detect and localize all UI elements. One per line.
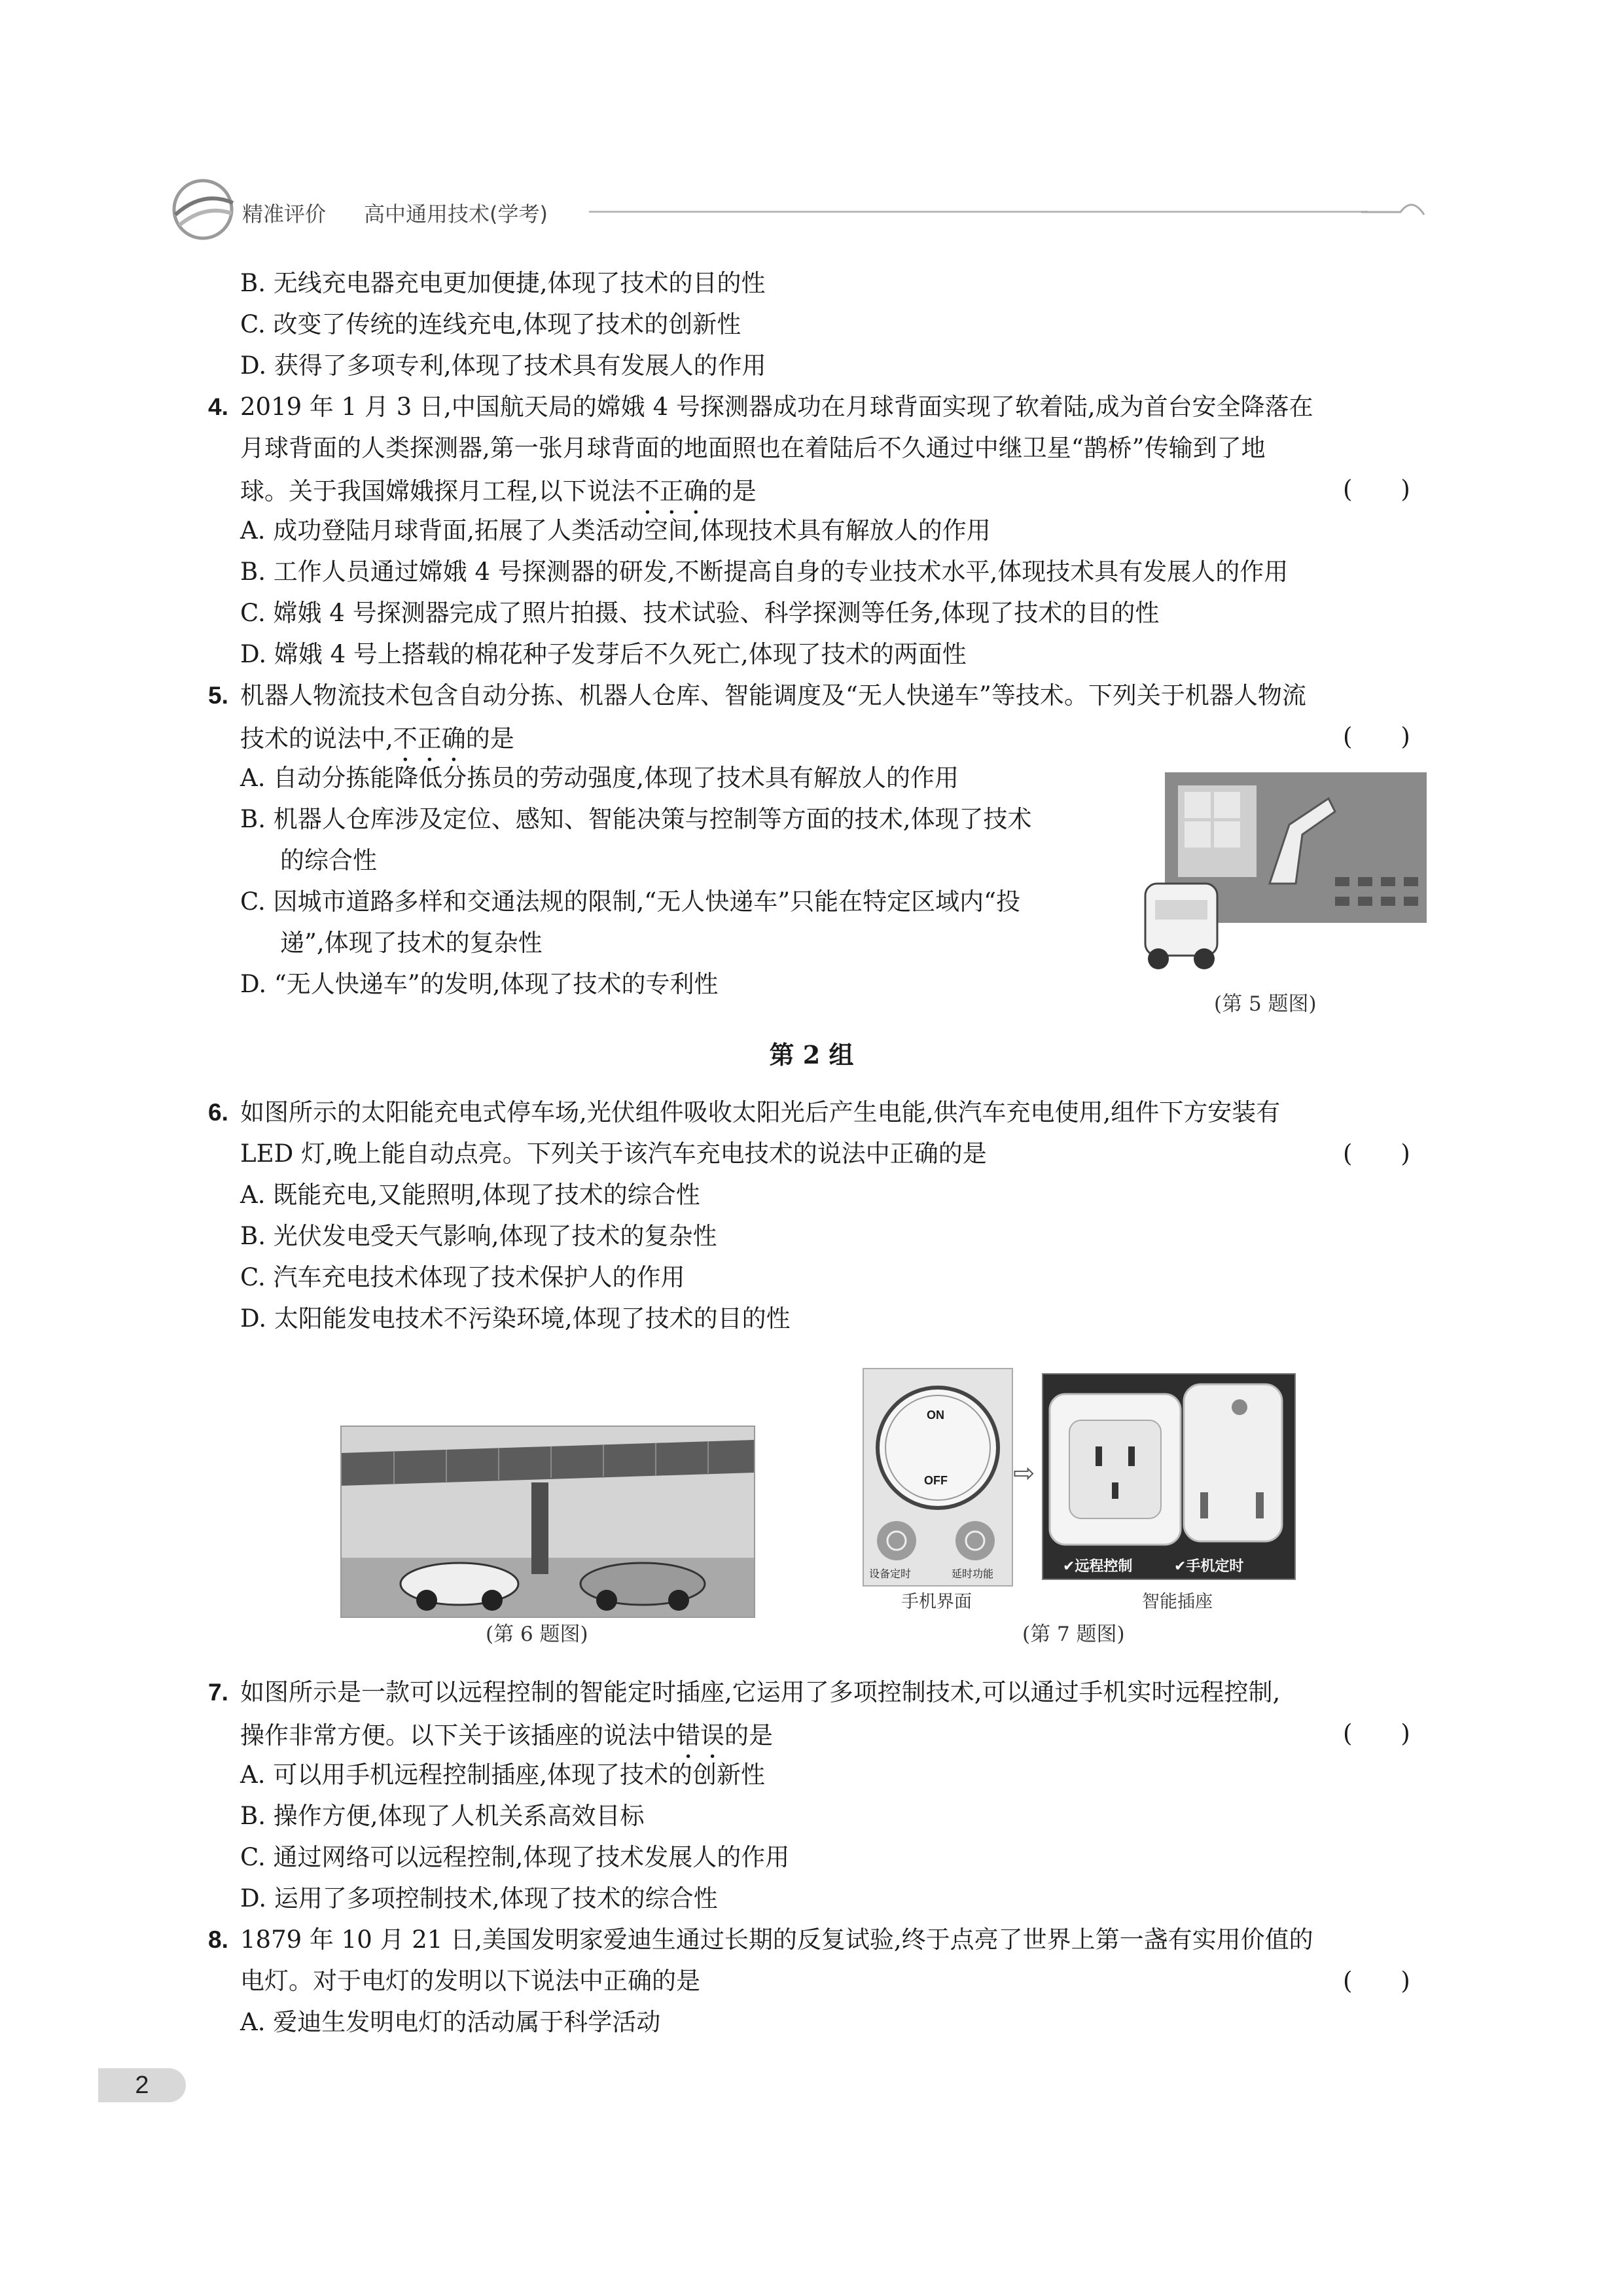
- q3-option-c: C. 改变了传统的连线充电,体现了技术的创新性: [240, 310, 741, 338]
- q3-option-d: D. 获得了多项专利,体现了技术具有发展人的作用: [240, 351, 766, 380]
- q6-solar-carport-photo: [340, 1426, 755, 1618]
- group-heading: 第 2 组: [769, 1040, 854, 1069]
- q6-stem-line-1: 如图所示的太阳能充电式停车场,光伏组件吸收太阳光后产生电能,供汽车充电使用,组件下方安装有: [240, 1098, 1281, 1126]
- q4-answer-blank: ( ): [1343, 475, 1410, 503]
- q7-figure-caption: (第 7 题图): [1022, 1623, 1125, 1646]
- arrow-icon: ⇨: [1013, 1458, 1035, 1488]
- phone-interface-panel: [863, 1368, 1013, 1587]
- q8-stem-line-2: 电灯。对于电灯的发明以下说法中正确的是: [240, 1967, 700, 1995]
- q7-number: 7.: [208, 1679, 228, 1706]
- header-flourish-icon: [1361, 191, 1427, 221]
- q5-option-c-cont: 递”,体现了技术的复杂性: [280, 929, 543, 957]
- socket-remote-control-tag: ✔远程控制: [1063, 1558, 1133, 1575]
- q6-option-a: A. 既能充电,又能照明,体现了技术的综合性: [240, 1181, 700, 1209]
- q4-number: 4.: [208, 393, 228, 420]
- phone-timer-button-label: 设备定时: [869, 1568, 912, 1580]
- q5-option-c: C. 因城市道路多样和交通法规的限制,“无人快递车”只能在特定区域内“投: [240, 888, 1021, 916]
- q4-stem-line-3: 球。关于我国嫦娥探月工程,以下说法不正确的是: [240, 477, 757, 505]
- q7-option-b: B. 操作方便,体现了人机关系高效目标: [240, 1802, 645, 1830]
- q5-stem-line-2: 技术的说法中,不正确的是: [240, 725, 514, 753]
- q6-option-b: B. 光伏发电受天气影响,体现了技术的复杂性: [240, 1222, 717, 1250]
- q4-option-b: B. 工作人员通过嫦娥 4 号探测器的研发,不断提高自身的专业技术水平,体现技术具有发展人的作用: [240, 558, 1289, 586]
- q8-stem-line-1: 1879 年 10 月 21 日,美国发明家爱迪生通过长期的反复试验,终于点亮了世界上第一盏有实用价值的: [240, 1926, 1313, 1954]
- page-number: 2: [98, 2068, 186, 2102]
- q4-stem-line-2: 月球背面的人类探测器,第一张月球背面的地面照也在着陆后不久通过中继卫星“鹊桥”传输到了地: [240, 434, 1266, 462]
- phone-delay-button-label: 延时功能: [952, 1568, 994, 1580]
- q6-option-d: D. 太阳能发电技术不污染环境,体现了技术的目的性: [240, 1304, 791, 1333]
- q6-number: 6.: [208, 1099, 228, 1126]
- q7-option-c: C. 通过网络可以远程控制,体现了技术发展人的作用: [240, 1843, 790, 1871]
- q5-number: 5.: [208, 682, 228, 709]
- q6-answer-blank: ( ): [1343, 1139, 1410, 1168]
- q7-answer-blank: ( ): [1343, 1719, 1410, 1748]
- header-rule: [589, 211, 1368, 213]
- q5-stem-line-1: 机器人物流技术包含自动分拣、机器人仓库、智能调度及“无人快递车”等技术。下列关于机器人物流: [240, 681, 1306, 709]
- q7-option-a: A. 可以用手机远程控制插座,体现了技术的创新性: [240, 1761, 766, 1789]
- q5-logistics-robot-photo: [1139, 753, 1427, 975]
- socket-phone-timer-tag: ✔手机定时: [1174, 1558, 1244, 1575]
- q5-figure-caption: (第 5 题图): [1214, 992, 1317, 1016]
- q7-stem-line-2: 操作非常方便。以下关于该插座的说法中错误的是: [240, 1721, 773, 1749]
- phone-interface-label: 手机界面: [901, 1592, 972, 1612]
- q5-option-b-cont: 的综合性: [280, 846, 377, 874]
- q6-option-c: C. 汽车充电技术体现了技术保护人的作用: [240, 1263, 685, 1291]
- book-title: 精准评价: [242, 202, 327, 226]
- q7-emphasis: 错误: [676, 1721, 724, 1749]
- phone-off-label: OFF: [924, 1474, 948, 1487]
- q5-emphasis: 不正确: [393, 725, 466, 753]
- q7-option-d: D. 运用了多项控制技术,体现了技术的综合性: [240, 1884, 718, 1912]
- q5-answer-blank: ( ): [1343, 723, 1410, 751]
- q3-option-b: B. 无线充电器充电更加便捷,体现了技术的目的性: [240, 269, 766, 297]
- q8-answer-blank: ( ): [1343, 1967, 1410, 1995]
- q4-option-c: C. 嫦娥 4 号探测器完成了照片拍摄、技术试验、科学探测等任务,体现了技术的目的性: [240, 599, 1160, 627]
- smart-socket-label: 智能插座: [1142, 1592, 1213, 1612]
- q5-option-b: B. 机器人仓库涉及定位、感知、智能决策与控制等方面的技术,体现了技术: [240, 805, 1032, 833]
- q6-stem-line-2: LED 灯,晚上能自动点亮。下列关于该汽车充电技术的说法中正确的是: [240, 1139, 987, 1168]
- q4-stem-line-1: 2019 年 1 月 3 日,中国航天局的嫦娥 4 号探测器成功在月球背面实现了软着陆,成为首台安全降落在: [240, 393, 1313, 421]
- smart-socket-photo: [1042, 1373, 1296, 1580]
- q4-option-a: A. 成功登陆月球背面,拓展了人类活动空间,体现技术具有解放人的作用: [240, 516, 991, 545]
- q5-option-d: D. “无人快递车”的发明,体现了技术的专利性: [240, 970, 719, 998]
- q6-figure-caption: (第 6 题图): [486, 1623, 588, 1646]
- q8-option-a: A. 爱迪生发明电灯的活动属于科学活动: [240, 2008, 661, 2036]
- q4-option-d: D. 嫦娥 4 号上搭载的棉花种子发芽后不久死亡,体现了技术的两面性: [240, 640, 967, 668]
- q8-number: 8.: [208, 1926, 228, 1953]
- q5-option-a: A. 自动分拣能降低分拣员的劳动强度,体现了技术具有解放人的作用: [240, 764, 959, 792]
- q4-emphasis: 不正确: [635, 477, 708, 505]
- q7-stem-line-1: 如图所示是一款可以远程控制的智能定时插座,它运用了多项控制技术,可以通过手机实时远程控制,: [240, 1678, 1281, 1706]
- series-logo-icon: [169, 177, 238, 242]
- subject-title: 高中通用技术(学考): [364, 202, 548, 226]
- phone-on-label: ON: [927, 1408, 944, 1422]
